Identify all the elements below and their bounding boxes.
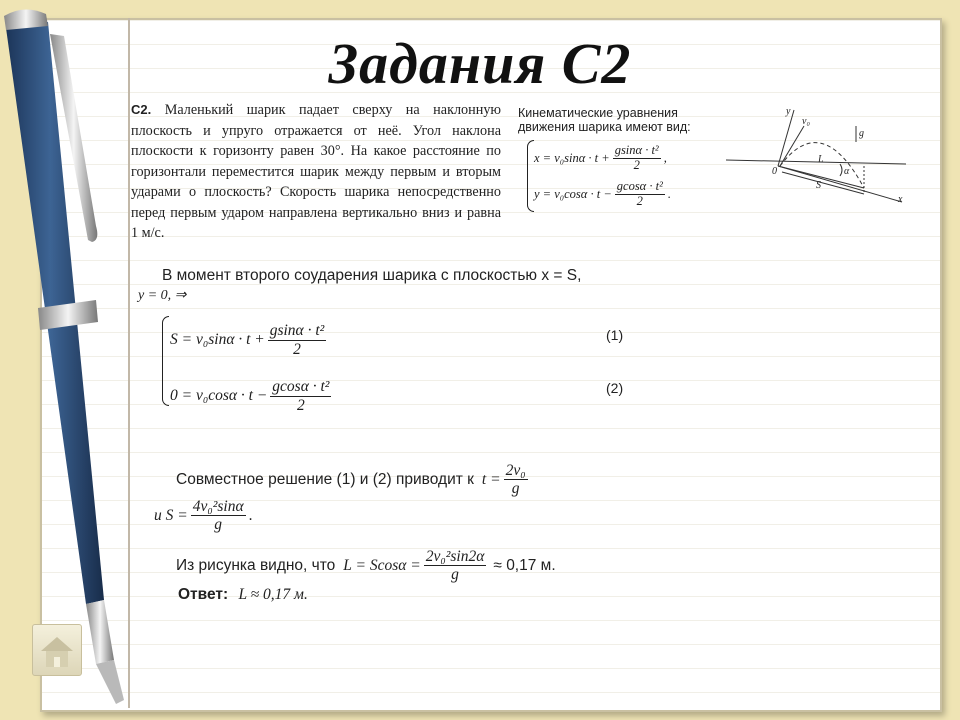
s-denominator: g <box>214 516 223 534</box>
eq-x-fraction <box>613 144 661 173</box>
eq2-fraction <box>270 378 331 413</box>
eq1-numerator: gsinα · t² <box>269 322 325 340</box>
s-segment <box>782 172 864 194</box>
joint-solution-line <box>176 462 531 497</box>
eq-x-left: x = v₀sinα · t + <box>534 150 610 165</box>
equation-2 <box>170 368 334 424</box>
label-l: L <box>818 154 824 165</box>
label-x: x <box>898 194 903 205</box>
eq-y-numerator: gcosα · t² <box>616 178 663 193</box>
answer-label: Ответ: <box>178 586 229 603</box>
answer-line <box>178 586 308 604</box>
problem-body: Маленький шарик падает сверху на наклонную плоскость и упруго отражается от неё. Угол наклона плоскости к горизонту равен 30°. На какое расстояние по горизонтали переместится шарик между первым и вторым ударами о плоскость? Скорость шарика непосредственно перед первым ударом направлена вертикально вниз и равна 1 м/с. <box>131 102 502 241</box>
equation-1 <box>170 312 334 368</box>
eq-y-fraction <box>615 180 665 209</box>
y-axis-line <box>778 110 794 166</box>
eq-x-denominator: 2 <box>633 157 640 172</box>
eq-y-left: y = v₀cosα · t − <box>534 186 612 201</box>
x-axis-line <box>778 166 902 202</box>
t-fraction <box>504 462 528 497</box>
figure-text: Из рисунка видно, что <box>176 556 336 574</box>
inclined-plane-diagram <box>722 102 912 212</box>
equation-y <box>534 176 671 212</box>
problem-text <box>131 100 501 244</box>
eq1-left: S = v₀sinα · t + <box>170 331 265 348</box>
eq2-denominator: 2 <box>296 396 305 414</box>
s-expression: и S = <box>154 506 188 524</box>
answer-value: L ≈ 0,17 м. <box>238 586 308 603</box>
joint-solution-text: Совместное решение (1) и (2) приводит к <box>176 470 474 488</box>
kinematics-brace <box>527 140 534 212</box>
kinematics-equations <box>534 140 671 212</box>
equation-2-number: (2) <box>606 380 624 396</box>
l-expression: L = Scosα = <box>343 556 421 574</box>
condition-y-zero: y = 0, ⇒ <box>138 288 187 303</box>
t-denominator: g <box>511 480 520 498</box>
eq2-left: 0 = v₀cosα · t − <box>170 387 268 404</box>
kinematics-heading: Кинематические уравнения движения шарика имеют вид: <box>518 106 691 134</box>
pen-grip <box>86 600 114 664</box>
eq-y-denominator: 2 <box>636 193 643 208</box>
label-alpha: α <box>844 166 850 177</box>
l-segment <box>778 166 864 188</box>
s-fraction <box>191 498 246 533</box>
problem-label: С2. <box>131 102 152 117</box>
equation-x <box>534 140 671 176</box>
eq1-denominator: 2 <box>293 340 301 358</box>
equation-system <box>170 312 334 424</box>
horizontal-axis <box>726 160 906 164</box>
s-tail: . <box>248 506 253 524</box>
eq2-numerator: gcosα · t² <box>272 378 330 396</box>
s-numerator: 4v₀²sinα <box>192 498 244 515</box>
eq1-fraction <box>268 322 327 357</box>
l-result: ≈ 0,17 м. <box>493 556 556 574</box>
l-numerator: 2v₀²sin2α <box>425 548 485 565</box>
second-impact-heading <box>162 266 642 286</box>
equation-1-number: (1) <box>606 327 624 343</box>
pen-tip <box>96 660 124 704</box>
eq-x-numerator: gsinα · t² <box>614 142 659 157</box>
second-impact-heading-text: В момент второго соударения шарика с плоскостью x = S, <box>162 267 582 284</box>
label-y: y <box>786 106 791 117</box>
label-s: S <box>816 180 821 191</box>
label-origin: 0 <box>772 166 777 177</box>
t-expression: t = <box>481 470 501 488</box>
slide-title: Задания С2 <box>328 31 632 96</box>
home-button[interactable] <box>32 624 82 676</box>
s-result-line <box>154 498 252 533</box>
figure-result-line <box>176 548 556 583</box>
pen-illustration <box>0 0 140 720</box>
angle-arc <box>840 164 842 176</box>
l-fraction <box>424 548 487 583</box>
home-icon <box>33 625 81 675</box>
l-denominator: g <box>451 566 459 584</box>
t-numerator: 2v₀ <box>505 462 526 479</box>
trajectory-arc <box>780 143 864 188</box>
system-brace <box>162 316 169 406</box>
eq-y-tail: . <box>667 186 671 201</box>
label-g: g <box>859 128 864 139</box>
eq-x-tail: , <box>663 150 667 165</box>
label-v0: v₀ <box>802 116 810 127</box>
